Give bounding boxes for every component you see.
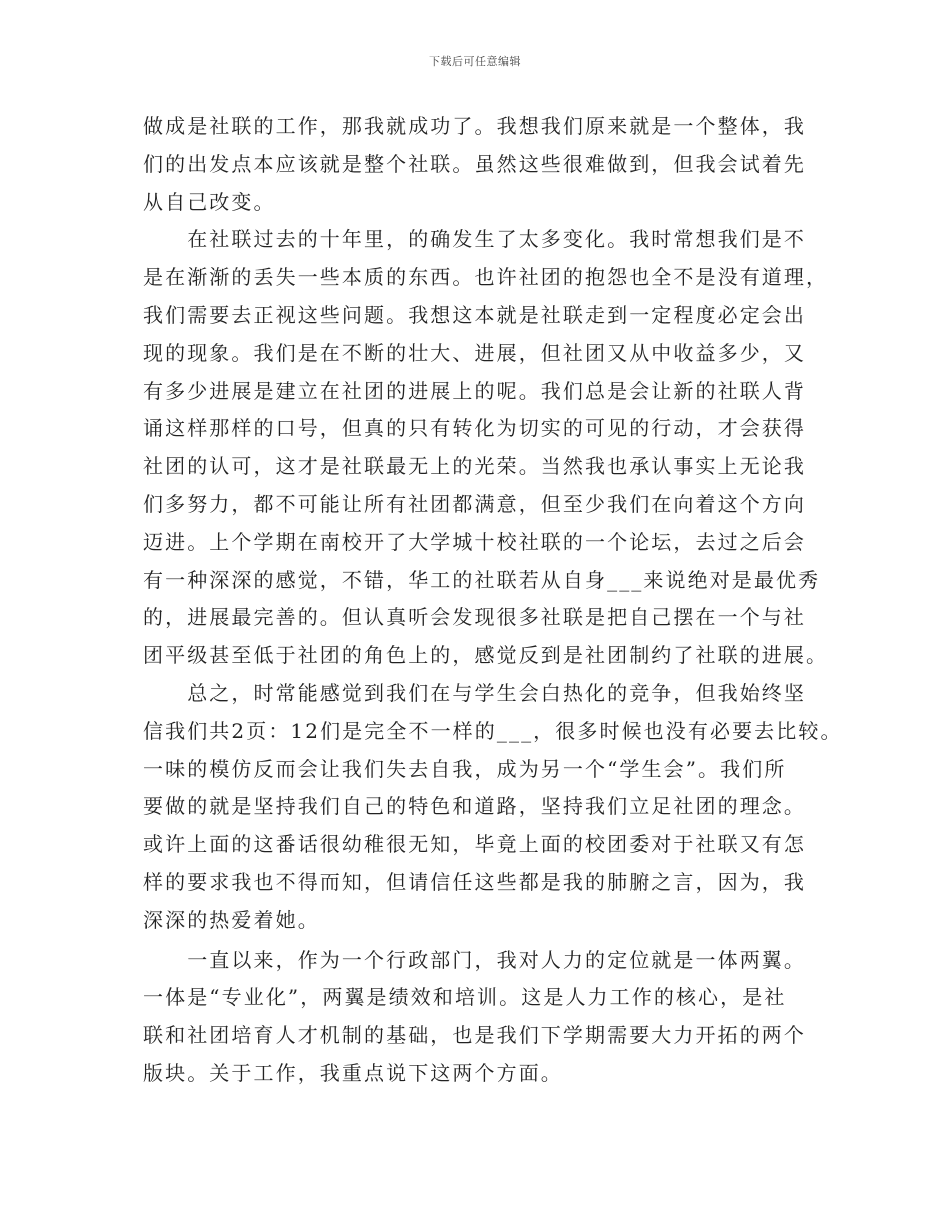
- text-line: 迈进。上个学期在南校开了大学城十校社联的一个论坛，去过之后会: [143, 529, 806, 554]
- text-line: 联和社团培育人才机制的基础，也是我们下学期需要大力开拓的两个: [143, 1023, 806, 1048]
- text-line: 做成是社联的工作，那我就成功了。我想我们原来就是一个整体，我: [143, 114, 806, 138]
- text-line: 一味的模仿反而会让我们失去自我，成为另一个“学生会”。我们所: [143, 756, 787, 781]
- text-line: 在社联过去的十年里，的确发生了太多变化。我时常想我们是不: [143, 227, 806, 252]
- text-line: 是在渐渐的丢失一些本质的东西。也许社团的抱怨也全不是没有道理，: [143, 265, 829, 290]
- text-line: 们的出发点本应该就是整个社联。虽然这些很难做到，但我会试着先: [143, 151, 806, 176]
- text-line: 们多努力，都不可能让所有社团都满意，但至少我们在向着这个方向: [143, 491, 806, 516]
- text-line: 社团的认可，这才是社联最无上的光荣。当然我也承认事实上无论我: [143, 454, 806, 479]
- text-line: 一直以来，作为一个行政部门，我对人力的定位就是一体两翼。: [143, 947, 806, 972]
- text-line: 团平级甚至低于社团的角色上的，感觉反到是社团制约了社联的进展。: [143, 643, 829, 668]
- text-line: 或许上面的这番话很幼稚很无知，毕竟上面的校团委对于社联又有怎: [143, 832, 806, 857]
- text-line: 我们需要去正视这些问题。我想这本就是社联走到一定程度必定会出: [143, 302, 806, 327]
- text-line: 样的要求我也不得而知，但请信任这些都是我的肺腑之言，因为，我: [143, 869, 806, 894]
- text-line: 的，进展最完善的。但认真听会发现很多社联是把自己摆在一个与社: [143, 605, 806, 630]
- document-body: [143, 108, 843, 1093]
- text-line: 有一种深深的感觉，不错，华工的社联若从自身___来说绝对是最优秀: [143, 567, 821, 592]
- text-line: 版块。关于工作，我重点说下这两个方面。: [143, 1060, 563, 1085]
- text-line: 从自己改变。: [143, 189, 276, 214]
- page-header: 下载后可任意编辑: [429, 55, 521, 68]
- text-line: 信我们共2页：12们是完全不一样的___，很多时候也没有必要去比较。: [143, 718, 843, 743]
- text-line: 要做的就是坚持我们自己的特色和道路，坚持我们立足社团的理念。: [143, 794, 806, 819]
- text-line: 总之，时常能感觉到我们在与学生会白热化的竞争，但我始终坚: [143, 680, 806, 705]
- text-line: 现的现象。我们是在不断的壮大、进展，但社团又从中收益多少，又: [143, 340, 806, 365]
- text-line: 诵这样那样的口号，但真的只有转化为切实的可见的行动，才会获得: [143, 416, 806, 441]
- text-line: 有多少进展是建立在社团的进展上的呢。我们总是会让新的社联人背: [143, 378, 806, 403]
- text-line: 一体是“专业化”，两翼是绩效和培训。这是人力工作的核心，是社: [143, 985, 787, 1010]
- text-line: 深深的热爱着她。: [143, 907, 320, 932]
